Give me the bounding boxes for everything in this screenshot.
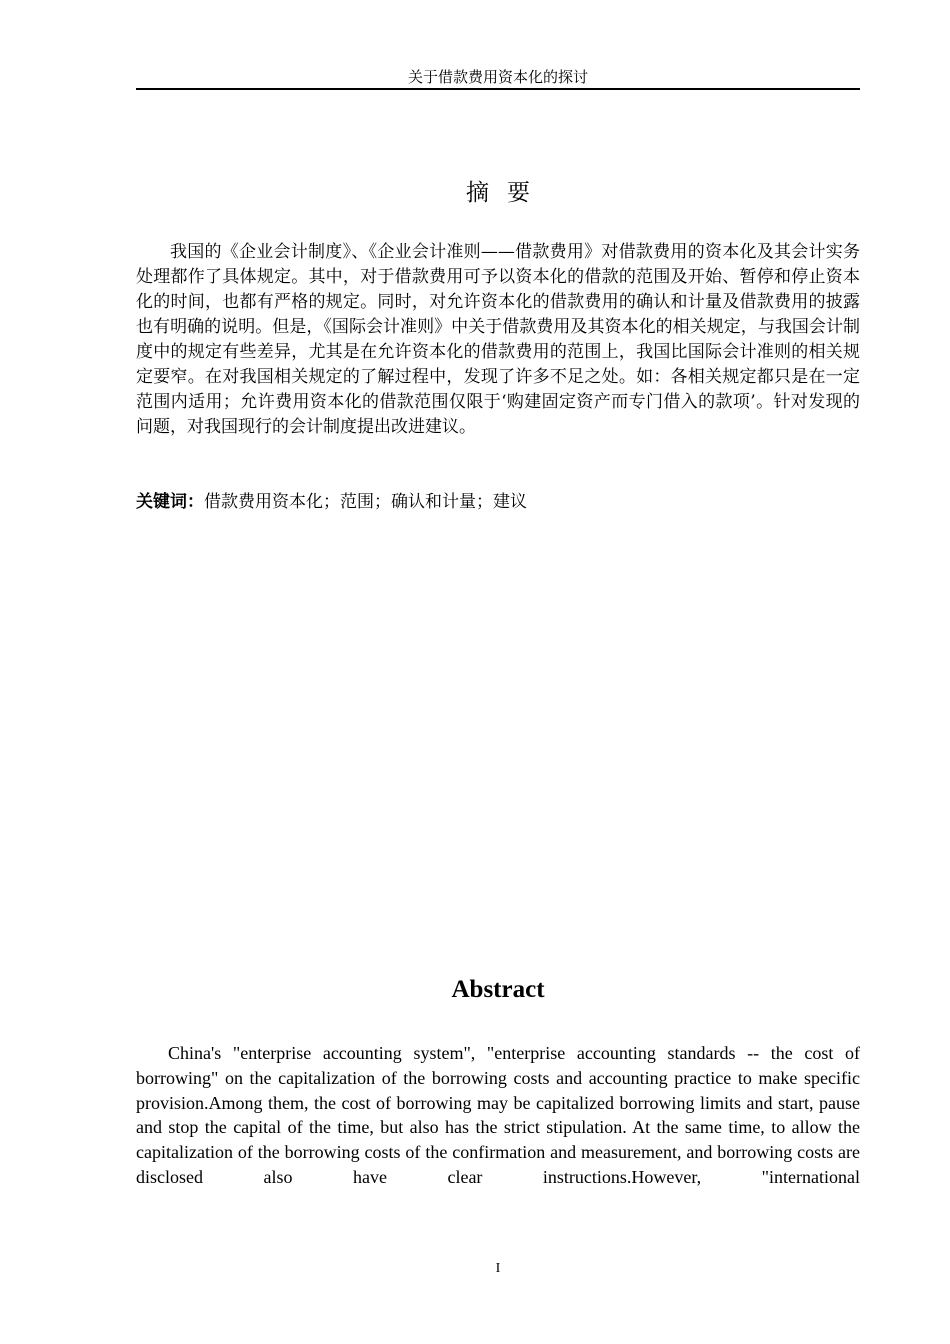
header-divider (136, 88, 860, 90)
keywords-text: 借款费用资本化；范围；确认和计量；建议 (204, 492, 527, 512)
page-number: I (495, 1261, 501, 1276)
english-abstract-body: China's "enterprise accounting system", "enterprise accounting standards -- the cost of borrowing" on the capitalization of the borrowing costs and accounting practice to make specific provision.Among them, the cost of borrowing may be capitalized borrowing limits and start, pause and stop the capital of the time, but also has the strict stipulation. At the same time, to allow the capitalization of the borrowing costs of the confirmation and measurement, and borrowing costs are disclosed also have clear instructions.However, "international (136, 1043, 860, 1187)
chinese-abstract-body: 我国的《企业会计制度》、《企业会计准则——借款费用》对借款费用的资本化及其会计实务处理都作了具体规定。其中，对于借款费用可予以资本化的借款的范围及开始、暂停和停止资本化的时间，也都有严格的规定。同时，对允许资本化的借款费用的确认和计量及借款费用的披露也有明确的说明。但是，《国际会计准则》中关于借款费用及其资本化的相关规定，与我国会计制度中的规定有些差异，尤其是在允许资本化的借款费用的范围上，我国比国际会计准则的相关规定要窄。在对我国相关规定的了解过程中，发现了许多不足之处。如：各相关规定都只是在一定范围内适用；允许费用资本化的借款范围仅限于‘购建固定资产而专门借入的款项’。针对发现的问题，对我国现行的会计制度提出改进建议。 (136, 242, 860, 437)
chinese-keywords (136, 490, 860, 515)
english-abstract-title: Abstract (451, 976, 545, 1003)
keywords-label: 关键词： (136, 492, 204, 512)
chinese-abstract-title: 摘要 (466, 180, 548, 206)
running-header: 关于借款费用资本化的探讨 (407, 68, 588, 86)
